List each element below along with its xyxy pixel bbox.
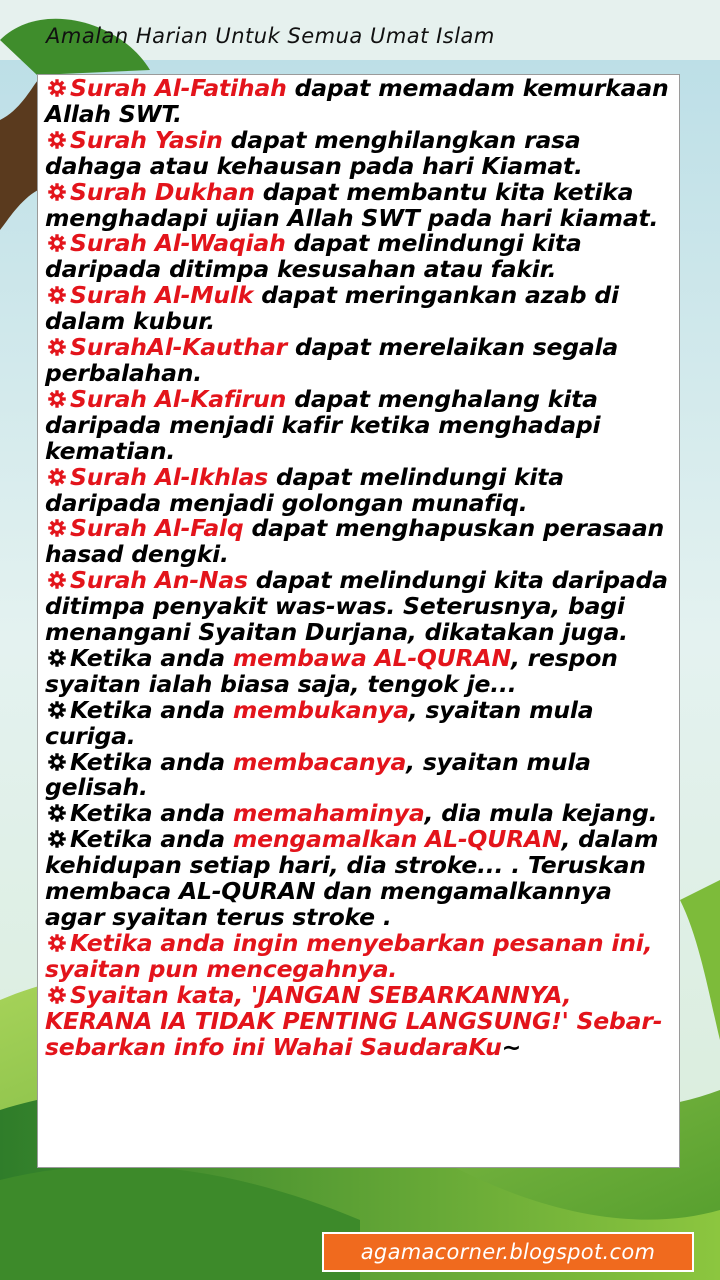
surah-name: SurahAl-Kauthar [70,333,288,362]
flower-bullet-icon [45,570,69,590]
surah-item [45,231,677,283]
stage-prefix: Ketika anda [70,825,233,854]
surah-name: Surah Al-Mulk [70,281,254,310]
stage-highlight: memahaminya [232,799,425,828]
surah-benefit: dapat menghalang kita daripada menjadi kafir ketika menghadapi kematian. [45,384,601,465]
surah-item [45,76,677,128]
closing-item [45,980,677,1061]
flower-bullet-icon [45,648,69,668]
flower-bullet-icon [45,337,69,357]
stage-item [45,801,677,827]
flower-bullet-icon [45,389,69,409]
flower-bullet-icon [45,700,69,720]
flower-bullet-icon [45,933,69,953]
surah-benefit: dapat membantu kita ketika menghadapi ujian Allah SWT pada hari kiamat. [45,177,659,232]
surah-item [45,516,677,568]
stage-highlight: membukanya [232,695,409,724]
stage-highlight: membacanya [232,747,407,776]
surah-benefit: dapat memadam kemurkaan Allah SWT. [45,74,669,128]
footer-url-box[interactable] [322,1232,694,1272]
flower-bullet-icon [45,130,69,150]
surah-item [45,384,677,465]
surah-item [45,568,677,646]
stage-item [45,643,677,698]
surah-benefit: dapat merelaikan segala perbalahan. [45,333,619,387]
surah-item [45,283,677,335]
closing-list [45,928,677,1061]
stage-suffix: , syaitan mula curiga. [45,695,594,750]
surah-benefit: dapat melindungi kita daripada menjadi golongan munafiq. [45,462,564,517]
flower-bullet-icon [45,182,69,202]
surah-name: Surah Al-Kafirun [70,384,287,413]
flower-bullet-icon [45,829,69,849]
stage-item [45,747,677,802]
quran-stages-list [45,643,677,931]
surah-benefit: dapat menghapuskan perasaan hasad dengki. [45,514,665,569]
surah-name: Surah Dukhan [70,177,255,206]
surah-name: Surah An-Nas [70,566,248,595]
stage-suffix: , dalam kehidupan setiap hari, dia stroke... . Teruskan membaca AL-QURAN dan mengamalkannya agar syaitan terus stroke . [45,825,659,931]
surah-list [45,76,677,646]
surah-item [45,462,677,517]
surah-name: Surah Yasin [70,125,223,154]
stage-prefix: Ketika anda [70,695,233,724]
stage-item [45,695,677,750]
flower-bullet-icon [45,285,69,305]
flower-bullet-icon [45,752,69,772]
page-title: Amalan Harian Untuk Semua Umat Islam [46,24,495,48]
flower-bullet-icon [45,985,69,1005]
surah-name: Surah Al-Ikhlas [70,462,269,491]
surah-benefit: dapat melindungi kita daripada ditimpa penyakit was-was. Seterusnya, bagi menangani Syaitan Durjana, dikatakan juga. [45,566,668,647]
stage-prefix: Ketika anda [70,799,233,828]
surah-item [45,335,677,387]
surah-name: Surah Al-Falq [70,514,244,543]
closing-item [45,928,677,983]
stage-highlight: membawa AL-QURAN [232,643,511,672]
flower-bullet-icon [45,518,69,538]
flower-bullet-icon [45,78,69,98]
stage-prefix: Ketika anda [70,643,233,672]
stage-suffix: , dia mula kejang. [424,799,658,828]
stage-item [45,827,677,931]
surah-benefit: dapat melindungi kita daripada ditimpa kesusahan atau fakir. [45,229,582,284]
surah-name: Surah Al-Waqiah [70,229,286,258]
stage-suffix: , syaitan mula gelisah. [45,747,591,802]
surah-item [45,177,677,232]
surah-benefit: dapat menghilangkan rasa dahaga atau kehausan pada hari Kiamat. [45,125,583,180]
flower-bullet-icon [45,803,69,823]
stage-highlight: mengamalkan AL-QURAN [232,825,562,854]
stage-suffix: , respon syaitan ialah biasa saja, tengok je... [45,643,618,698]
flower-bullet-icon [45,233,69,253]
stage-prefix: Ketika anda [70,747,233,776]
content-body [45,76,677,1060]
closing-text: Ketika anda ingin menyebarkan pesanan ini, syaitan pun mencegahnya. [45,928,653,983]
footer-url[interactable]: agamacorner.blogspot.com [360,1240,656,1264]
closing-suffix: ~ [501,1032,522,1061]
flower-bullet-icon [45,467,69,487]
surah-name: Surah Al-Fatihah [70,74,287,102]
closing-text: Syaitan kata, 'JANGAN SEBARKANNYA, KERANA IA TIDAK PENTING LANGSUNG!' Sebar-sebarkan info ini Wahai SaudaraKu [45,980,663,1061]
surah-item [45,125,677,180]
surah-benefit: dapat meringankan azab di dalam kubur. [45,281,619,336]
